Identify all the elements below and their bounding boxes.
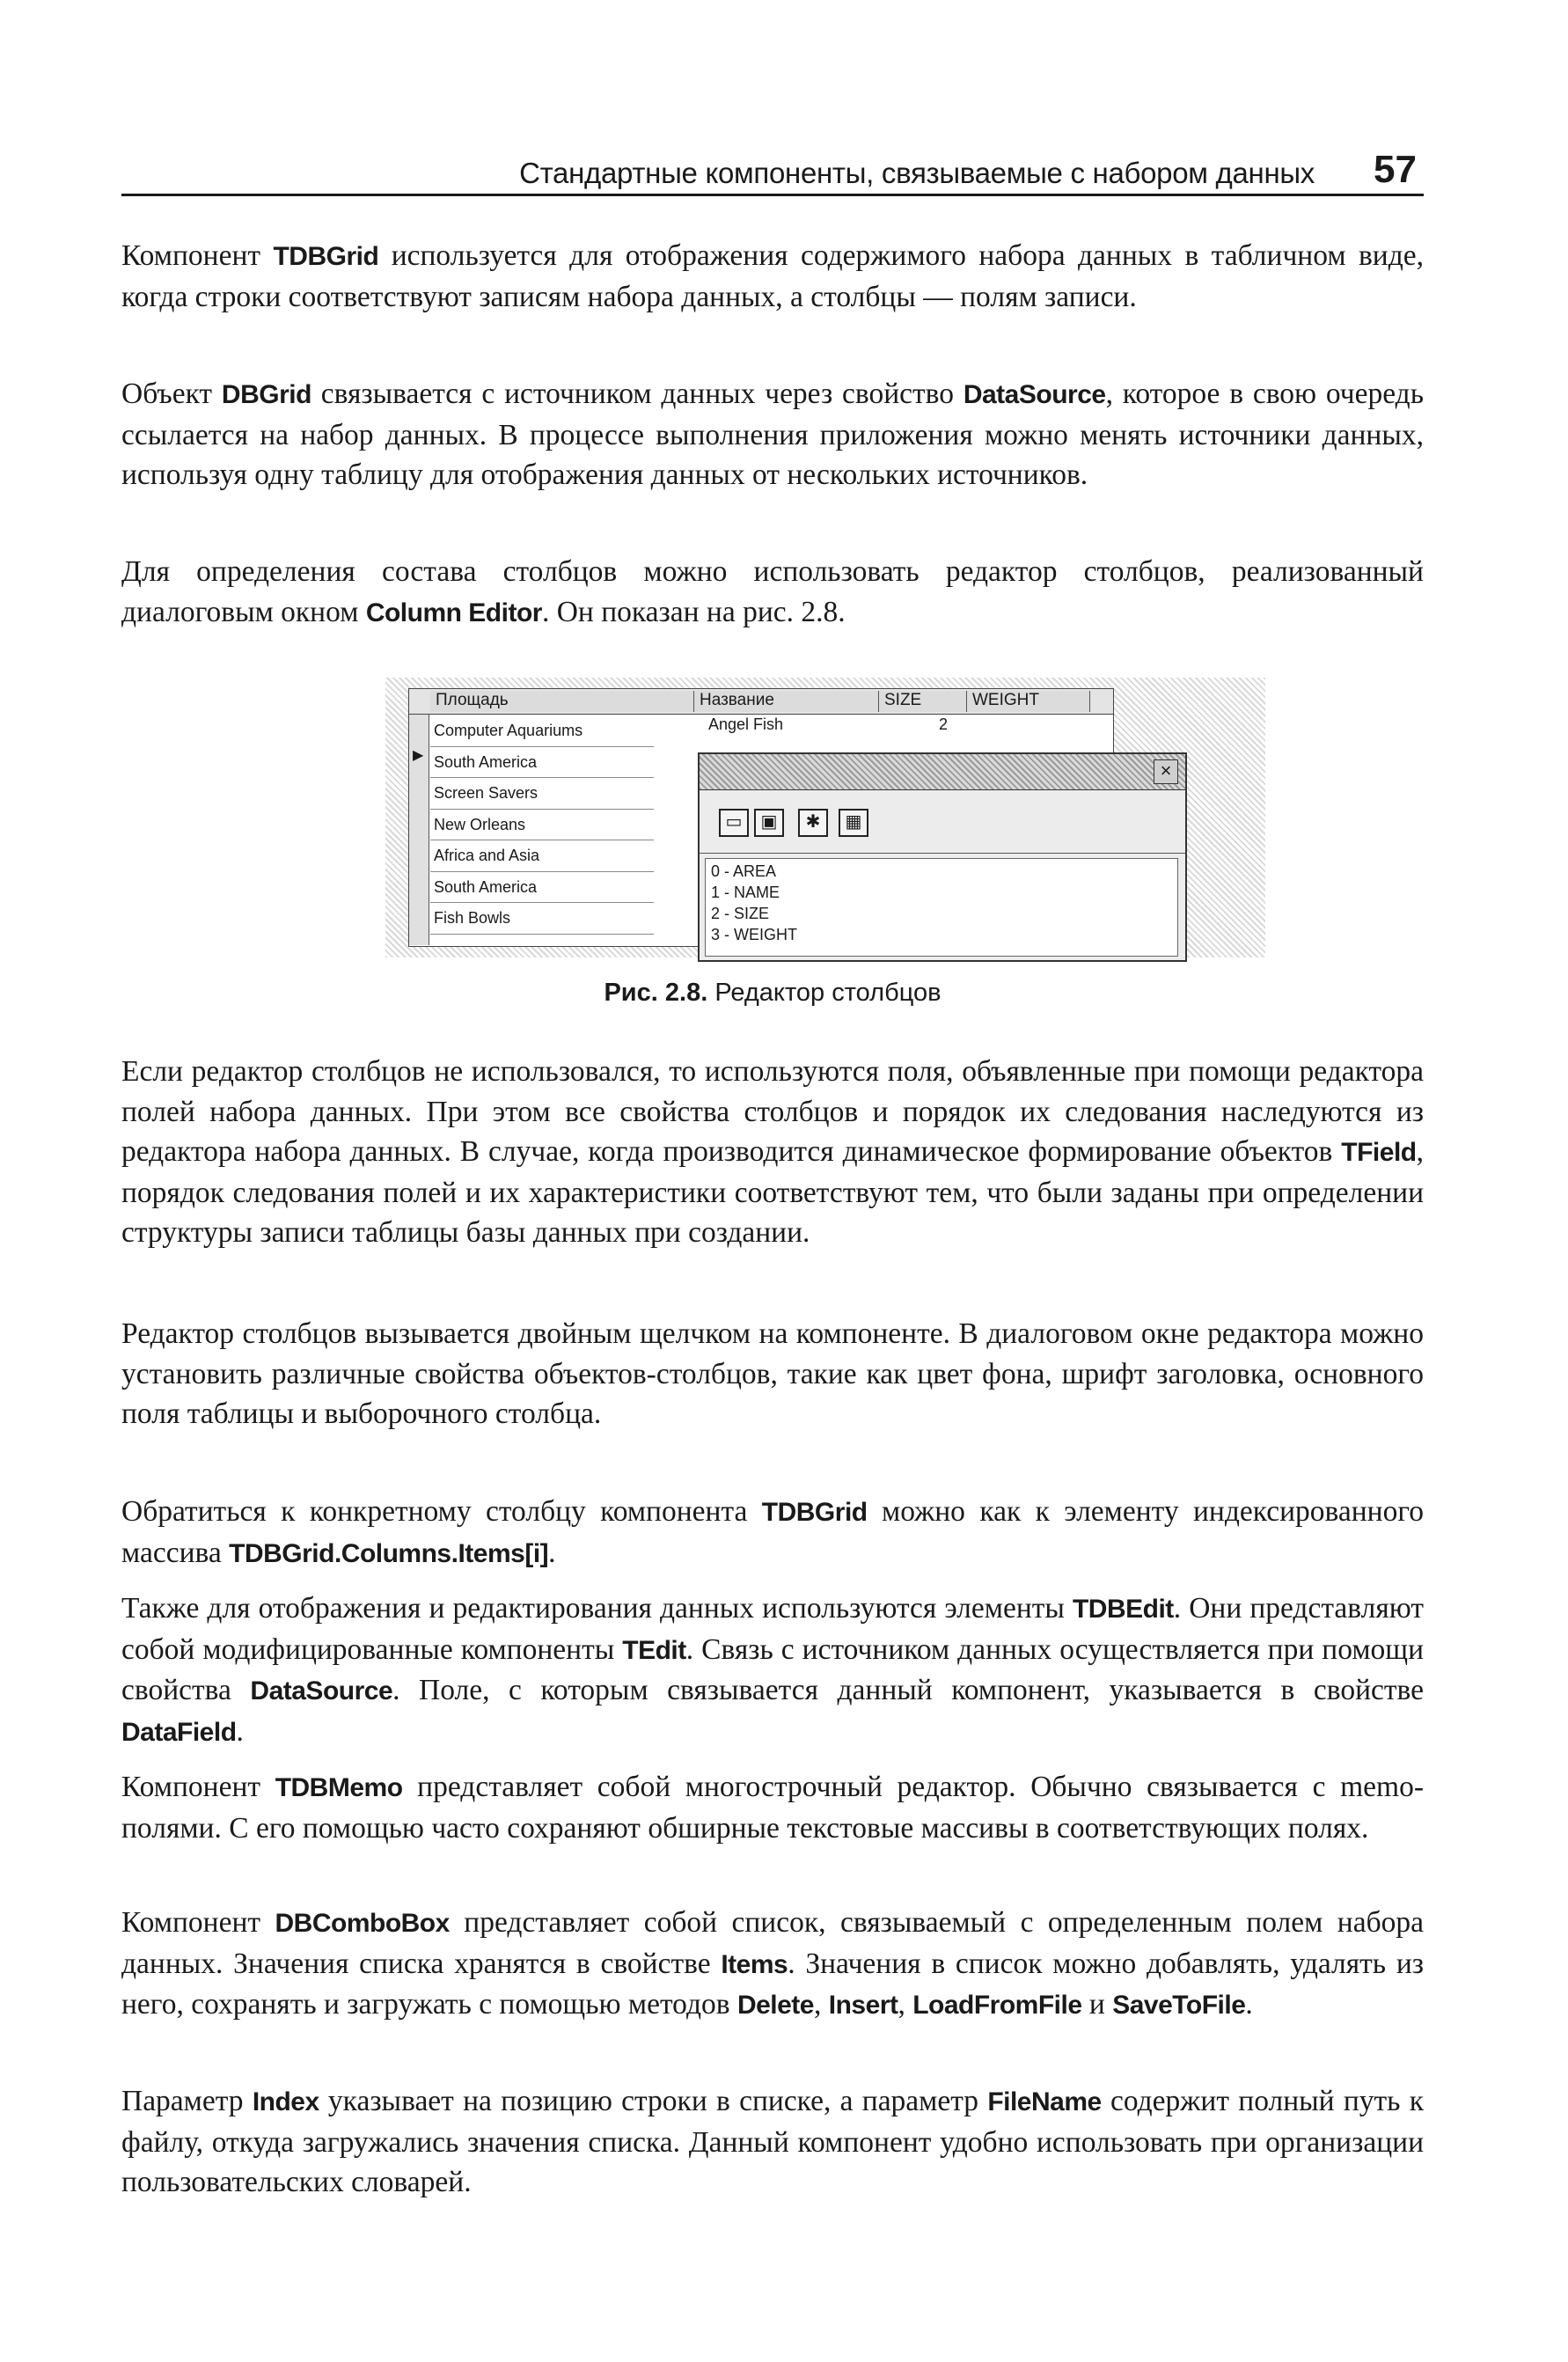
paragraph-editor-call: Редактор столбцов вызывается двойным щелчком на компоненте. В диалоговом окне редактора можно установить различные свойства объектов-столбцов, такие как цвет фона, шрифт заголовка, основного поля таблицы и выборочного столбца. [121, 1317, 1424, 1430]
paragraph-fields: Если редактор столбцов не использовался, то используются поля, объявленные при помощи редактора полей набора данных. При этом все свойства столбцов и порядок их следования наследуются из редактора набора данных. В случае, когда производится динамическое формирование объектов TField, порядок следования полей и их характеристики соответствуют тем, что были заданы при определении структуры записи таблицы базы данных при создании. [121, 1055, 1424, 1249]
grid-header [409, 689, 1113, 715]
current-row-arrow-icon: ▶ [413, 748, 424, 763]
paragraph-tdbgrid: Компонент TDBGrid используется для отображения содержимого набора данных в табличном виде, когда строки соответствуют записям набора данных, а столбцы — полям записи. [121, 239, 1424, 313]
paragraph-dbgrid: Объект DBGrid связывается с источником данных через свойство DataSource, которое в свою очередь ссылается на набор данных. В процессе выполнения приложения можно менять источники данных, используя одну таблицу для отображения данных от нескольких источников. [121, 378, 1424, 491]
code-term: Delete [736, 1991, 814, 2020]
paragraph-dbcombobox: Компонент DBComboBox представляет собой список, связываемый с определенным полем набора данных. Значения списка хранятся в свойстве Items. Значения в список можно добавлять, удалять из него, сохранять и загружать с помощью методов Delete, Insert, LoadFromFile и SaveToFile. [121, 1906, 1424, 2021]
list-item[interactable]: 0 - AREA [711, 862, 777, 880]
grid-column-header: WEIGHT [967, 691, 1090, 712]
figure-caption-text: Редактор столбцов [707, 979, 942, 1007]
row-indicator-column [409, 715, 429, 945]
restore-defaults-icon[interactable]: ▦ [839, 809, 868, 837]
code-term: DataField [121, 1717, 237, 1747]
list-item[interactable]: 1 - NAME [711, 884, 780, 901]
code-term: Column Editor [365, 598, 542, 627]
grid-cell-size: 2 [939, 715, 949, 733]
code-term: LoadFromFile [912, 1991, 1082, 2020]
paragraph-tdbmemo: Компонент TDBMemo представляет собой многострочный редактор. Обычно связывается с memo-полями. С его помощью часто сохраняют обширные текстовые массивы в соответствующих полях. [121, 1771, 1425, 1845]
grid-rows [430, 715, 654, 935]
dialog-toolbar [700, 791, 1185, 854]
code-term: SaveToFile [1112, 1991, 1246, 2020]
code-term: TDBGrid [273, 242, 379, 271]
dbgrid-screenshot [408, 688, 1172, 947]
code-term: Index [252, 2087, 319, 2116]
dialog-title-bar [700, 754, 1185, 790]
grid-column-header: Площадь [430, 691, 694, 712]
page-number: 57 [1374, 148, 1417, 191]
add-column-icon[interactable]: ▭ [719, 809, 749, 837]
paragraph-columns-items: Обратиться к конкретному столбцу компонента TDBGrid можно как к элементу индексированного массива TDBGrid.Columns.Items[i]. [121, 1495, 1424, 1569]
list-item[interactable]: 2 - SIZE [711, 905, 770, 922]
code-term: DBGrid [221, 380, 311, 409]
figure-column-editor [385, 678, 1265, 957]
grid-row: South America [430, 872, 654, 904]
code-term: TEdit [622, 1635, 686, 1665]
figure-caption [121, 979, 1424, 1008]
code-term: Items [721, 1949, 788, 1979]
grid-row: New Orleans [430, 810, 654, 841]
code-term: TDBEdit [1072, 1595, 1174, 1624]
grid-row: Africa and Asia [430, 840, 654, 872]
list-item[interactable]: 3 - WEIGHT [711, 926, 797, 943]
code-term: DBComboBox [275, 1909, 450, 1938]
delete-column-icon[interactable]: ▣ [754, 809, 784, 837]
grid-column-header: Название [694, 691, 879, 712]
grid-column-header: SIZE [879, 691, 967, 712]
grid-row: Fish Bowls [430, 903, 654, 935]
code-term: TDBGrid [761, 1498, 868, 1527]
code-term: Insert [828, 1991, 898, 2020]
code-term: TDBMemo [275, 1773, 403, 1802]
grid-cell-name: Angel Fish [708, 715, 784, 733]
code-term: DataSource [250, 1676, 393, 1705]
page-header [121, 148, 1424, 196]
paragraph-column-editor: Для определения состава столбцов можно использовать редактор столбцов, реализованный диалоговым окном Column Editor. Он показан на рис. 2.8. [121, 555, 1424, 628]
code-term: TField [1341, 1138, 1417, 1167]
code-term: FileName [987, 2087, 1102, 2116]
code-term: TDBGrid.Columns.Items[i] [229, 1538, 549, 1568]
code-term: DataSource [963, 380, 1106, 409]
close-icon[interactable]: × [1154, 759, 1178, 784]
grid-row: South America [430, 747, 654, 779]
running-title: Стандартные компоненты, связываемые с набором данных [519, 157, 1315, 189]
paragraph-tdbedit: Также для отображения и редактирования данных используются элементы TDBEdit. Они представляют собой модифицированные компоненты TEdit. Связь с источником данных осуществляется при помощи свойства DataSource. Поле, с которым связывается данный компонент, указывается в свойстве DataField. [121, 1592, 1425, 1748]
dialog-field-list [705, 858, 1178, 957]
grid-row: Computer Aquariums [430, 715, 654, 747]
paragraph-index-filename: Параметр Index указывает на позицию строки в списке, а параметр FileName содержит полный путь к файлу, откуда загружались значения списка. Данный компонент удобно использовать при организации пользовательских словарей. [121, 2085, 1424, 2198]
grid-row: Screen Savers [430, 778, 654, 810]
add-all-fields-icon[interactable]: ✱ [798, 809, 828, 837]
column-editor-dialog [698, 752, 1187, 962]
figure-caption-label: Рис. 2.8. [604, 979, 708, 1007]
